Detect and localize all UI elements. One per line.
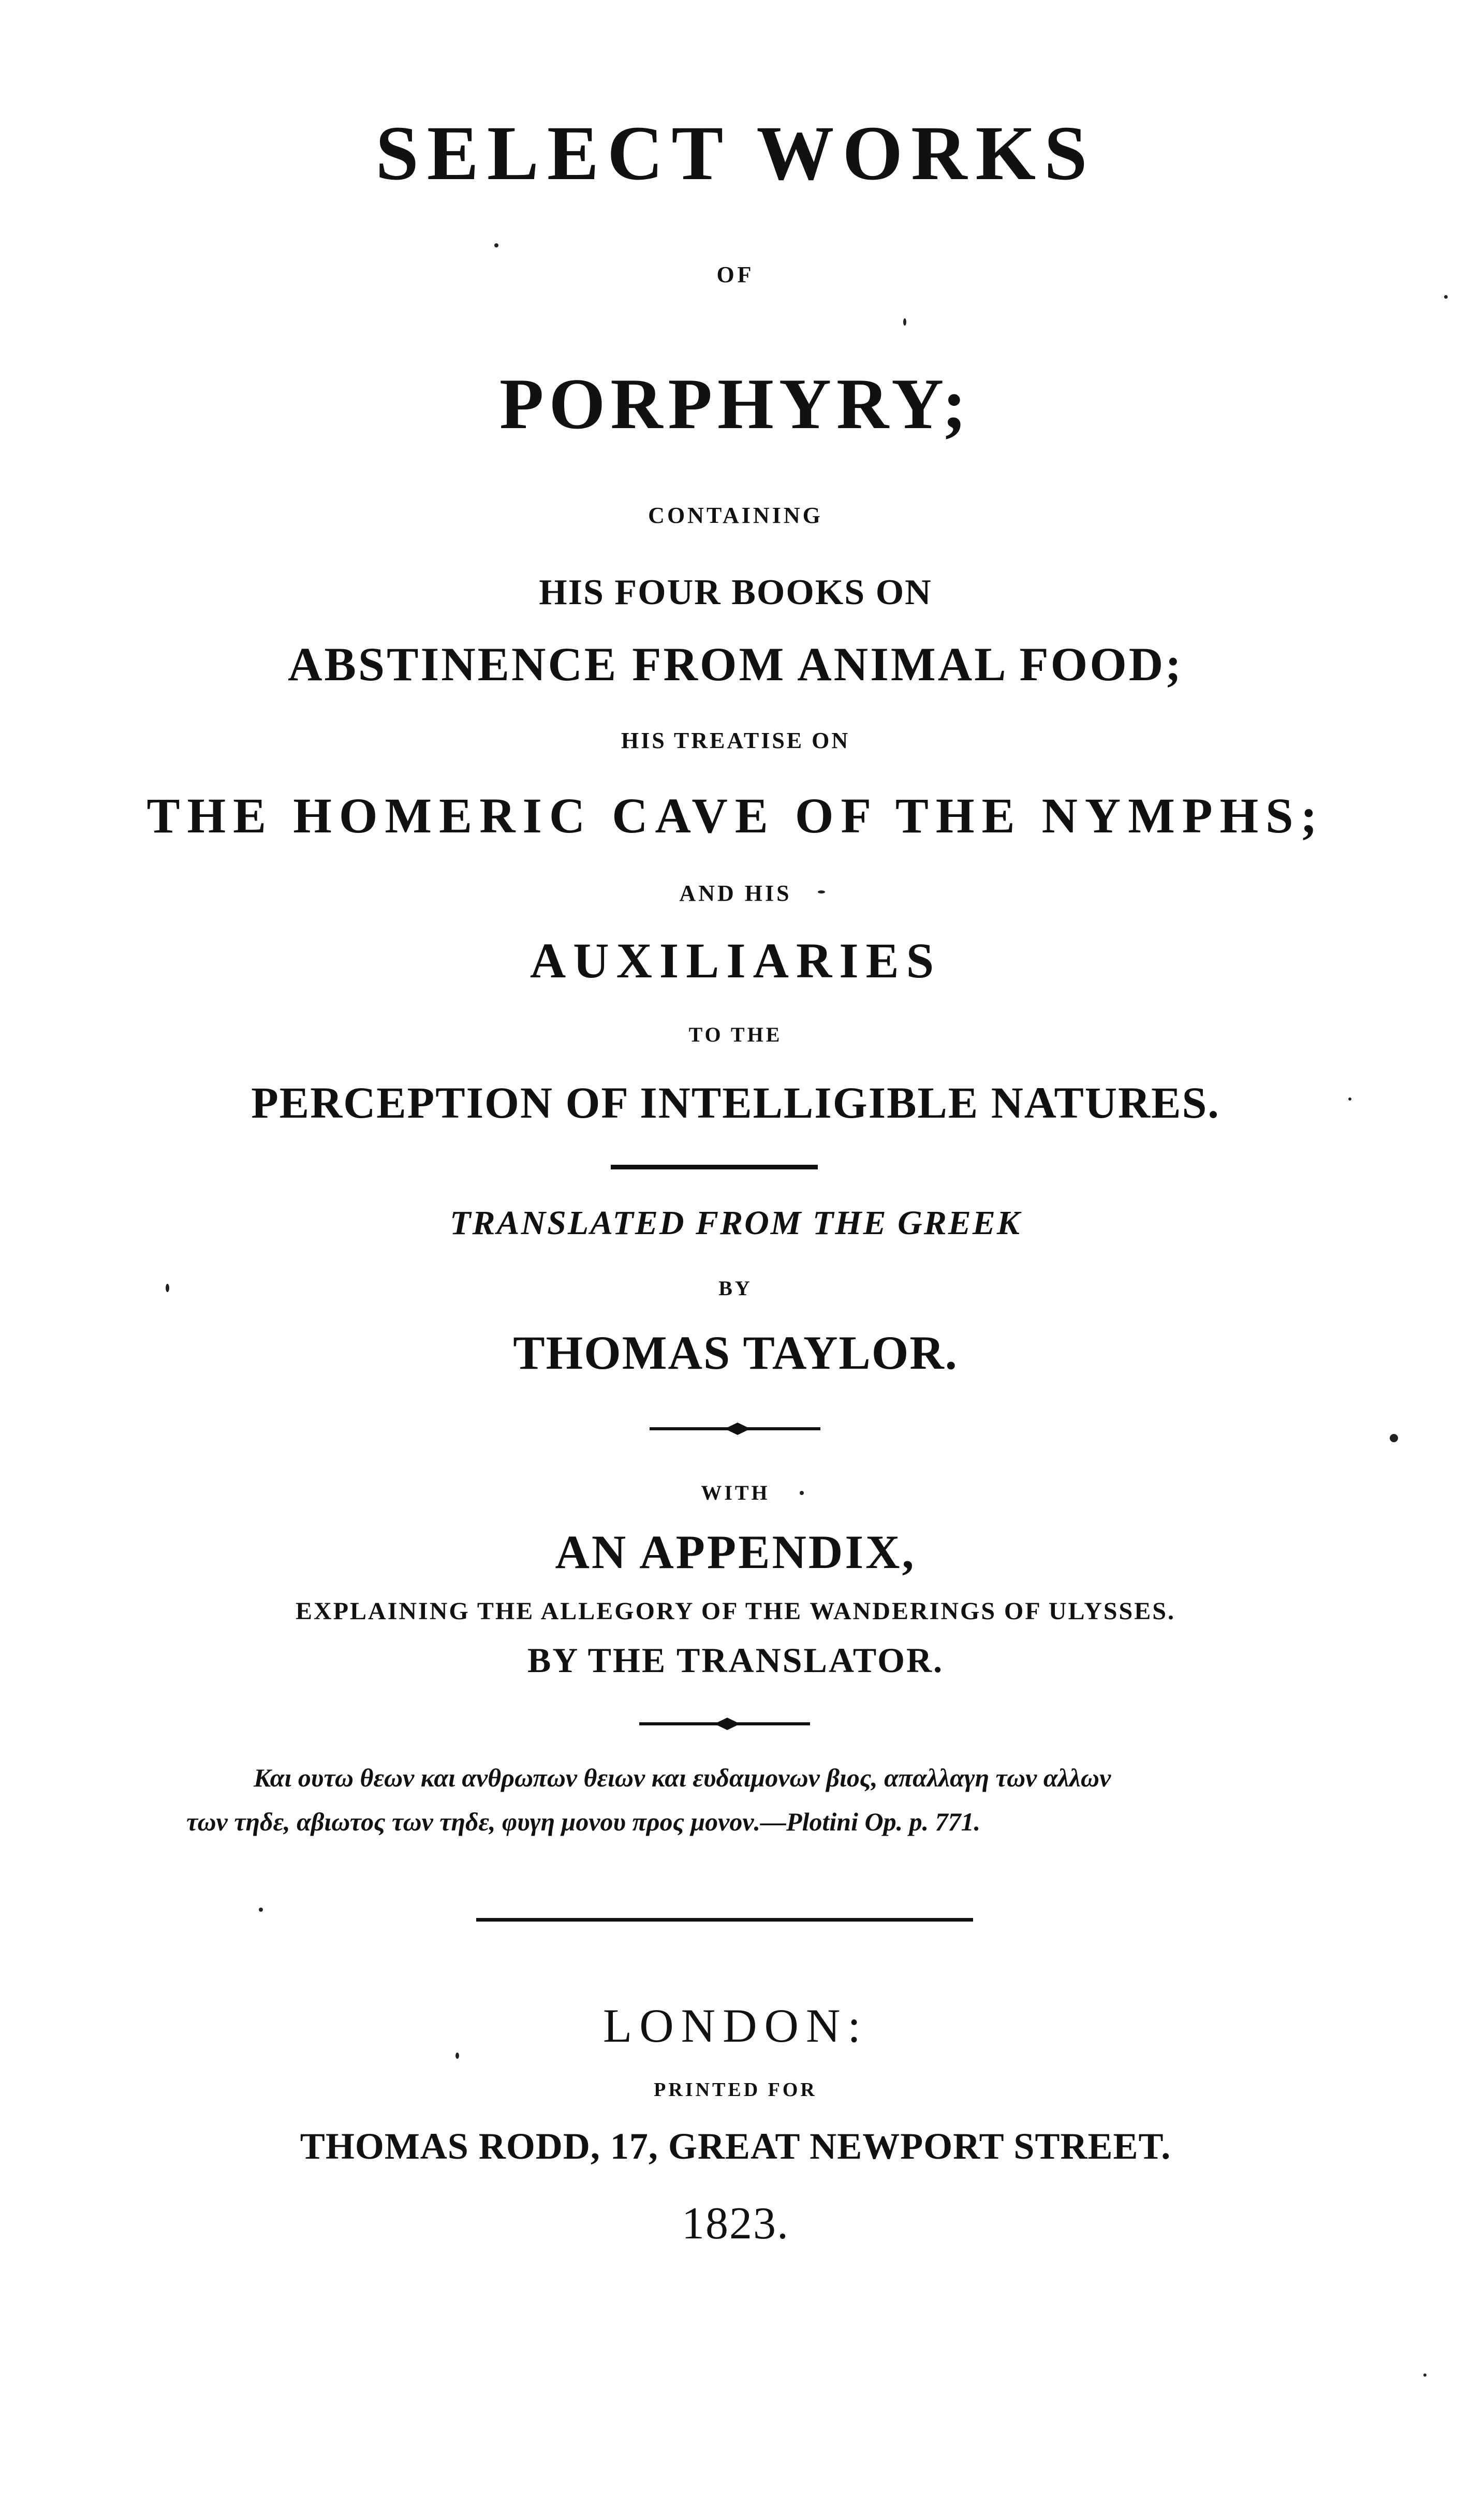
diamond-rule-ornament-1 <box>650 1418 820 1439</box>
city-line: LONDON: <box>603 1999 868 2052</box>
translator-name: THOMAS TAYLOR. <box>513 1326 958 1379</box>
epigraph-line-1: Και ουτω θεων και ανθρωπων θειων και ευδαιμονων βιος, απαλλαγη των αλλων <box>254 1763 1111 1792</box>
epigraph-line-2: των τηδε, αβιωτος των τηδε, φυγη μονου προς μονον.—Plotini Op. p. 771. <box>186 1807 981 1836</box>
ink-speck <box>800 1491 804 1495</box>
ink-speck <box>903 318 906 326</box>
section-rule-2 <box>476 1918 973 1922</box>
translated-line: TRANSLATED FROM THE GREEK <box>450 1204 1021 1242</box>
ink-speck <box>1423 2374 1426 2377</box>
book-title: SELECT WORKS <box>375 110 1096 196</box>
four-books-line: HIS FOUR BOOKS ON <box>539 573 932 612</box>
ink-speck <box>494 243 498 247</box>
with-line: WITH <box>701 1481 770 1504</box>
explaining-line: EXPLAINING THE ALLEGORY OF THE WANDERINGS OF ULYSSES. <box>296 1598 1175 1625</box>
by-translator-line: BY THE TRANSLATOR. <box>527 1640 944 1680</box>
and-his-line: AND HIS <box>679 881 792 906</box>
section-rule-1 <box>611 1165 818 1169</box>
ink-speck <box>455 2053 459 2059</box>
printed-for-line: PRINTED FOR <box>654 2079 817 2101</box>
appendix-line: AN APPENDIX, <box>555 1526 916 1578</box>
ink-speck <box>1348 1097 1351 1101</box>
containing-line: CONTAINING <box>648 503 823 528</box>
ink-speck <box>1444 295 1448 299</box>
ink-speck <box>259 1908 263 1912</box>
year-line: 1823. <box>682 2199 789 2249</box>
by-line: BY <box>718 1277 753 1300</box>
of-line: OF <box>716 262 755 287</box>
author-name: PORPHYRY; <box>499 364 972 444</box>
treatise-line: HIS TREATISE ON <box>621 728 850 753</box>
ink-speck <box>1390 1434 1398 1442</box>
publisher-line: THOMAS RODD, 17, GREAT NEWPORT STREET. <box>300 2126 1171 2167</box>
to-the-line: TO THE <box>688 1023 783 1046</box>
abstinence-line: ABSTINENCE FROM ANIMAL FOOD; <box>288 638 1183 691</box>
cave-line: THE HOMERIC CAVE OF THE NYMPHS; <box>146 788 1325 843</box>
auxiliaries-line: AUXILIARIES <box>529 933 942 988</box>
diamond-rule-ornament-2 <box>639 1713 810 1734</box>
perception-line: PERCEPTION OF INTELLIGIBLE NATURES. <box>251 1078 1220 1127</box>
ink-speck <box>166 1284 169 1292</box>
ink-speck <box>818 890 825 893</box>
